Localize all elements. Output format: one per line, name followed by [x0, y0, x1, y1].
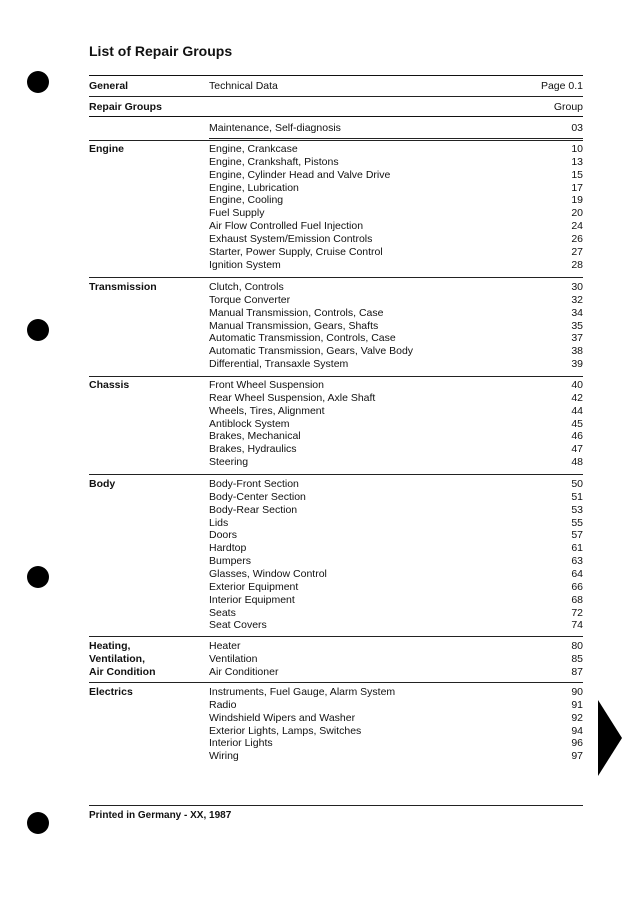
item-group: 87	[571, 665, 583, 678]
list-item	[209, 542, 583, 555]
list-item	[209, 392, 583, 405]
list-item	[209, 478, 583, 491]
item-group: 80	[571, 640, 583, 652]
item-description: Front Wheel Suspension	[209, 379, 324, 391]
item-group: 10	[571, 143, 583, 155]
item-group: 51	[571, 490, 583, 503]
item-group: 46	[571, 430, 583, 443]
item-group: 44	[571, 404, 583, 417]
list-item	[209, 430, 583, 443]
item-description: Automatic Transmission, Gears, Valve Body	[209, 345, 414, 358]
item-group: 96	[571, 737, 583, 750]
list-item	[209, 156, 583, 169]
maintenance-group: 03	[571, 122, 583, 134]
group-category-line: Air Condition	[89, 666, 156, 678]
item-description: Wheels, Tires, Alignment	[209, 404, 325, 417]
list-item	[209, 405, 583, 418]
item-description: Engine, Crankshaft, Pistons	[209, 155, 339, 168]
list-item	[209, 640, 583, 653]
item-group: 74	[571, 619, 583, 632]
item-group: 15	[571, 168, 583, 181]
item-group: 55	[571, 516, 583, 529]
group-items	[209, 640, 583, 679]
list-item	[209, 194, 583, 207]
item-group: 92	[571, 711, 583, 724]
list-item	[209, 307, 583, 320]
list-item	[209, 182, 583, 195]
item-description: Lids	[209, 516, 229, 529]
subheader-label: Repair Groups	[89, 101, 162, 113]
item-group: 47	[571, 443, 583, 456]
item-group: 85	[571, 652, 583, 665]
list-item	[209, 246, 583, 259]
item-description: Clutch, Controls	[209, 281, 284, 293]
item-description: Antiblock System	[209, 417, 290, 430]
punch-hole	[27, 71, 49, 93]
item-description: Engine, Lubrication	[209, 181, 299, 194]
footer-print-note: Printed in Germany - XX, 1987	[89, 810, 232, 821]
header-category: General	[89, 80, 129, 92]
page-title: List of Repair Groups	[89, 43, 233, 59]
list-item	[209, 443, 583, 456]
item-group: 94	[571, 724, 583, 737]
item-description: Engine, Crankcase	[209, 143, 298, 155]
list-item	[209, 568, 583, 581]
item-description: Engine, Cylinder Head and Valve Drive	[209, 168, 391, 181]
item-description: Steering	[209, 456, 249, 469]
list-item	[209, 491, 583, 504]
group-items	[209, 379, 583, 469]
list-item	[209, 259, 583, 272]
list-item	[209, 143, 583, 156]
item-description: Body-Center Section	[209, 490, 306, 503]
item-group: 53	[571, 503, 583, 516]
item-group: 38	[571, 345, 583, 358]
list-item	[209, 379, 583, 392]
item-description: Body-Front Section	[209, 478, 299, 490]
divider	[89, 116, 583, 117]
item-group: 26	[571, 233, 583, 246]
item-group: 30	[571, 281, 583, 293]
punch-hole	[27, 812, 49, 834]
item-group: 68	[571, 593, 583, 606]
group-category-line: Ventilation,	[89, 653, 146, 665]
item-description: Rear Wheel Suspension, Axle Shaft	[209, 391, 376, 404]
punch-hole	[27, 319, 49, 341]
maintenance-description: Maintenance, Self-diagnosis	[209, 122, 341, 134]
item-description: Body-Rear Section	[209, 503, 298, 516]
next-page-arrow-icon	[598, 700, 622, 776]
group-items	[209, 143, 583, 272]
item-description: Seats	[209, 606, 236, 619]
group-category-line: Heating,	[89, 640, 131, 652]
item-group: 34	[571, 306, 583, 319]
list-item	[209, 207, 583, 220]
list-item	[209, 517, 583, 530]
item-group: 66	[571, 580, 583, 593]
list-item	[209, 750, 583, 763]
item-group: 64	[571, 568, 583, 581]
item-group: 63	[571, 555, 583, 568]
item-description: Hardtop	[209, 542, 247, 555]
item-description: Ventilation	[209, 652, 258, 665]
list-item	[209, 529, 583, 542]
item-group: 50	[571, 478, 583, 490]
subheader-column: Group	[553, 101, 583, 113]
item-group: 40	[571, 379, 583, 391]
group-category: Electrics	[89, 686, 133, 698]
divider	[89, 140, 583, 141]
item-group: 32	[571, 293, 583, 306]
item-description: Fuel Supply	[209, 207, 265, 220]
group-category: Body	[89, 478, 116, 490]
item-description: Wiring	[209, 750, 239, 763]
group-category	[89, 640, 156, 679]
list-item	[209, 725, 583, 738]
item-group: 35	[571, 319, 583, 332]
item-group: 28	[571, 258, 583, 271]
group-category: Engine	[89, 143, 125, 155]
list-item	[209, 332, 583, 345]
divider	[89, 75, 583, 76]
header-page: Page 0.1	[540, 80, 583, 92]
item-description: Air Flow Controlled Fuel Injection	[209, 220, 364, 233]
item-description: Torque Converter	[209, 293, 291, 306]
maintenance-row	[89, 121, 583, 135]
list-item	[209, 699, 583, 712]
item-description: Automatic Transmission, Controls, Case	[209, 332, 396, 345]
list-item	[209, 619, 583, 632]
item-group: 27	[571, 245, 583, 258]
item-group: 13	[571, 155, 583, 168]
divider	[89, 376, 583, 377]
list-item	[209, 220, 583, 233]
item-description: Exhaust System/Emission Controls	[209, 233, 373, 246]
group-items	[209, 686, 583, 763]
item-description: Ignition System	[209, 258, 281, 271]
item-group: 48	[571, 456, 583, 469]
list-item	[209, 358, 583, 371]
item-group: 61	[571, 542, 583, 555]
footer-divider	[89, 805, 583, 806]
item-group: 45	[571, 417, 583, 430]
list-item	[209, 712, 583, 725]
list-item	[209, 555, 583, 568]
list-item	[209, 581, 583, 594]
item-description: Bumpers	[209, 555, 252, 568]
item-group: 97	[571, 750, 583, 763]
divider	[89, 682, 583, 683]
item-description: Brakes, Mechanical	[209, 430, 301, 443]
divider	[209, 138, 583, 139]
group-items	[209, 281, 583, 371]
item-description: Starter, Power Supply, Cruise Control	[209, 245, 383, 258]
list-item	[209, 504, 583, 517]
item-description: Air Conditioner	[209, 665, 279, 678]
punch-hole	[27, 566, 49, 588]
header-row	[89, 79, 583, 93]
divider	[89, 636, 583, 637]
item-description: Radio	[209, 698, 237, 711]
group-category: Transmission	[89, 281, 157, 293]
item-group: 57	[571, 529, 583, 542]
item-description: Doors	[209, 529, 238, 542]
item-group: 42	[571, 391, 583, 404]
item-group: 20	[571, 207, 583, 220]
item-description: Brakes, Hydraulics	[209, 443, 297, 456]
item-description: Manual Transmission, Controls, Case	[209, 306, 384, 319]
item-group: 72	[571, 606, 583, 619]
item-group: 37	[571, 332, 583, 345]
list-item	[209, 418, 583, 431]
divider	[89, 96, 583, 97]
item-description: Exterior Lights, Lamps, Switches	[209, 724, 362, 737]
divider	[89, 277, 583, 278]
list-item	[209, 653, 583, 666]
list-item	[209, 320, 583, 333]
group-items	[209, 478, 583, 632]
item-description: Glasses, Window Control	[209, 568, 327, 581]
list-item	[209, 607, 583, 620]
item-description: Differential, Transaxle System	[209, 358, 349, 371]
list-item	[209, 281, 583, 294]
item-description: Engine, Cooling	[209, 194, 284, 207]
list-item	[209, 345, 583, 358]
item-group: 90	[571, 686, 583, 698]
item-group: 39	[571, 358, 583, 371]
item-group: 91	[571, 698, 583, 711]
item-group: 19	[571, 194, 583, 207]
item-description: Instruments, Fuel Gauge, Alarm System	[209, 686, 396, 698]
item-group: 24	[571, 220, 583, 233]
list-item	[209, 686, 583, 699]
item-group: 17	[571, 181, 583, 194]
list-item	[209, 294, 583, 307]
item-description: Heater	[209, 640, 241, 652]
item-description: Seat Covers	[209, 619, 267, 632]
item-description: Windshield Wipers and Washer	[209, 711, 356, 724]
item-description: Interior Equipment	[209, 593, 295, 606]
header-description: Technical Data	[209, 80, 278, 92]
list-item	[209, 456, 583, 469]
list-item	[209, 594, 583, 607]
item-description: Exterior Equipment	[209, 580, 299, 593]
subheader-row	[89, 100, 583, 114]
group-category: Chassis	[89, 379, 130, 391]
item-description: Interior Lights	[209, 737, 273, 750]
list-item	[209, 233, 583, 246]
list-item	[209, 169, 583, 182]
item-description: Manual Transmission, Gears, Shafts	[209, 319, 379, 332]
divider	[89, 474, 583, 475]
list-item	[209, 666, 583, 679]
list-item	[209, 737, 583, 750]
